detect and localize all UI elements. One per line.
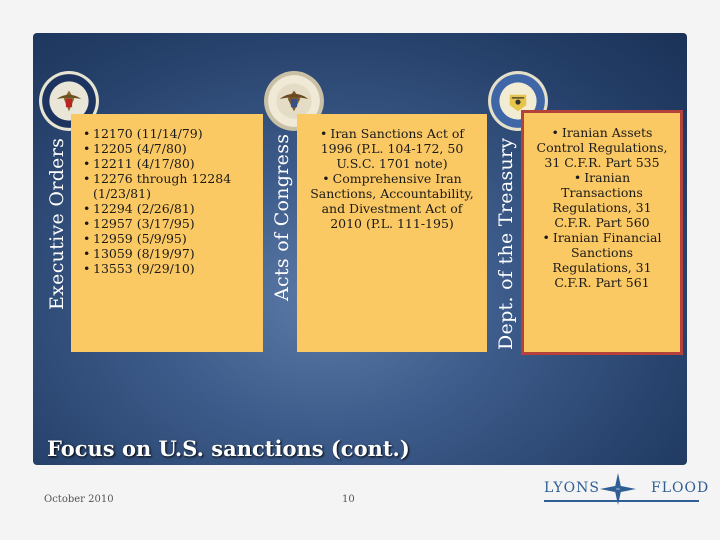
list-item: • 13059 (8/19/97) xyxy=(83,246,255,261)
list-item: • 12211 (4/17/80) xyxy=(83,156,255,171)
list-item: • Comprehensive Iran Sanctions, Accountability, and Divestment Act of 2010 (P.L. 111-195) xyxy=(307,171,477,231)
list-item: • Iranian Transactions Regulations, 31 C.F.R. Part 560 xyxy=(532,170,672,230)
logo-underline xyxy=(544,500,699,502)
list-item: • 13553 (9/29/10) xyxy=(83,261,255,276)
column-label-dept-treasury: Dept. of the Treasury xyxy=(495,137,517,350)
list-item: • 12959 (5/9/95) xyxy=(83,231,255,246)
logo-text-right: FLOOD xyxy=(651,480,710,496)
list-item: • 12170 (11/14/79) xyxy=(83,126,255,141)
footer-date: October 2010 xyxy=(44,494,114,505)
page-number: 10 xyxy=(342,494,355,505)
column-label-acts-of-congress: Acts of Congress xyxy=(271,133,293,301)
column-label-executive-orders: Executive Orders xyxy=(46,137,68,310)
list-item: • Iranian Financial Sanctions Regulations, 31 C.F.R. Part 561 xyxy=(532,230,672,290)
acts-of-congress-box xyxy=(297,114,487,352)
slide-title: Focus on U.S. sanctions (cont.) xyxy=(47,436,410,461)
company-logo xyxy=(536,472,710,504)
list-item: • 12276 through 12284 (1/23/81) xyxy=(83,171,255,201)
list-item: • 12957 (3/17/95) xyxy=(83,216,255,231)
list-item: • 12205 (4/7/80) xyxy=(83,141,255,156)
executive-orders-box xyxy=(71,114,263,352)
list-item: • Iran Sanctions Act of 1996 (P.L. 104-172, 50 U.S.C. 1701 note) xyxy=(307,126,477,171)
treasury-box xyxy=(521,110,683,355)
list-item: • 12294 (2/26/81) xyxy=(83,201,255,216)
logo-text-left: LYONS xyxy=(544,480,600,496)
list-item: • Iranian Assets Control Regulations, 31 C.F.R. Part 535 xyxy=(532,125,672,170)
